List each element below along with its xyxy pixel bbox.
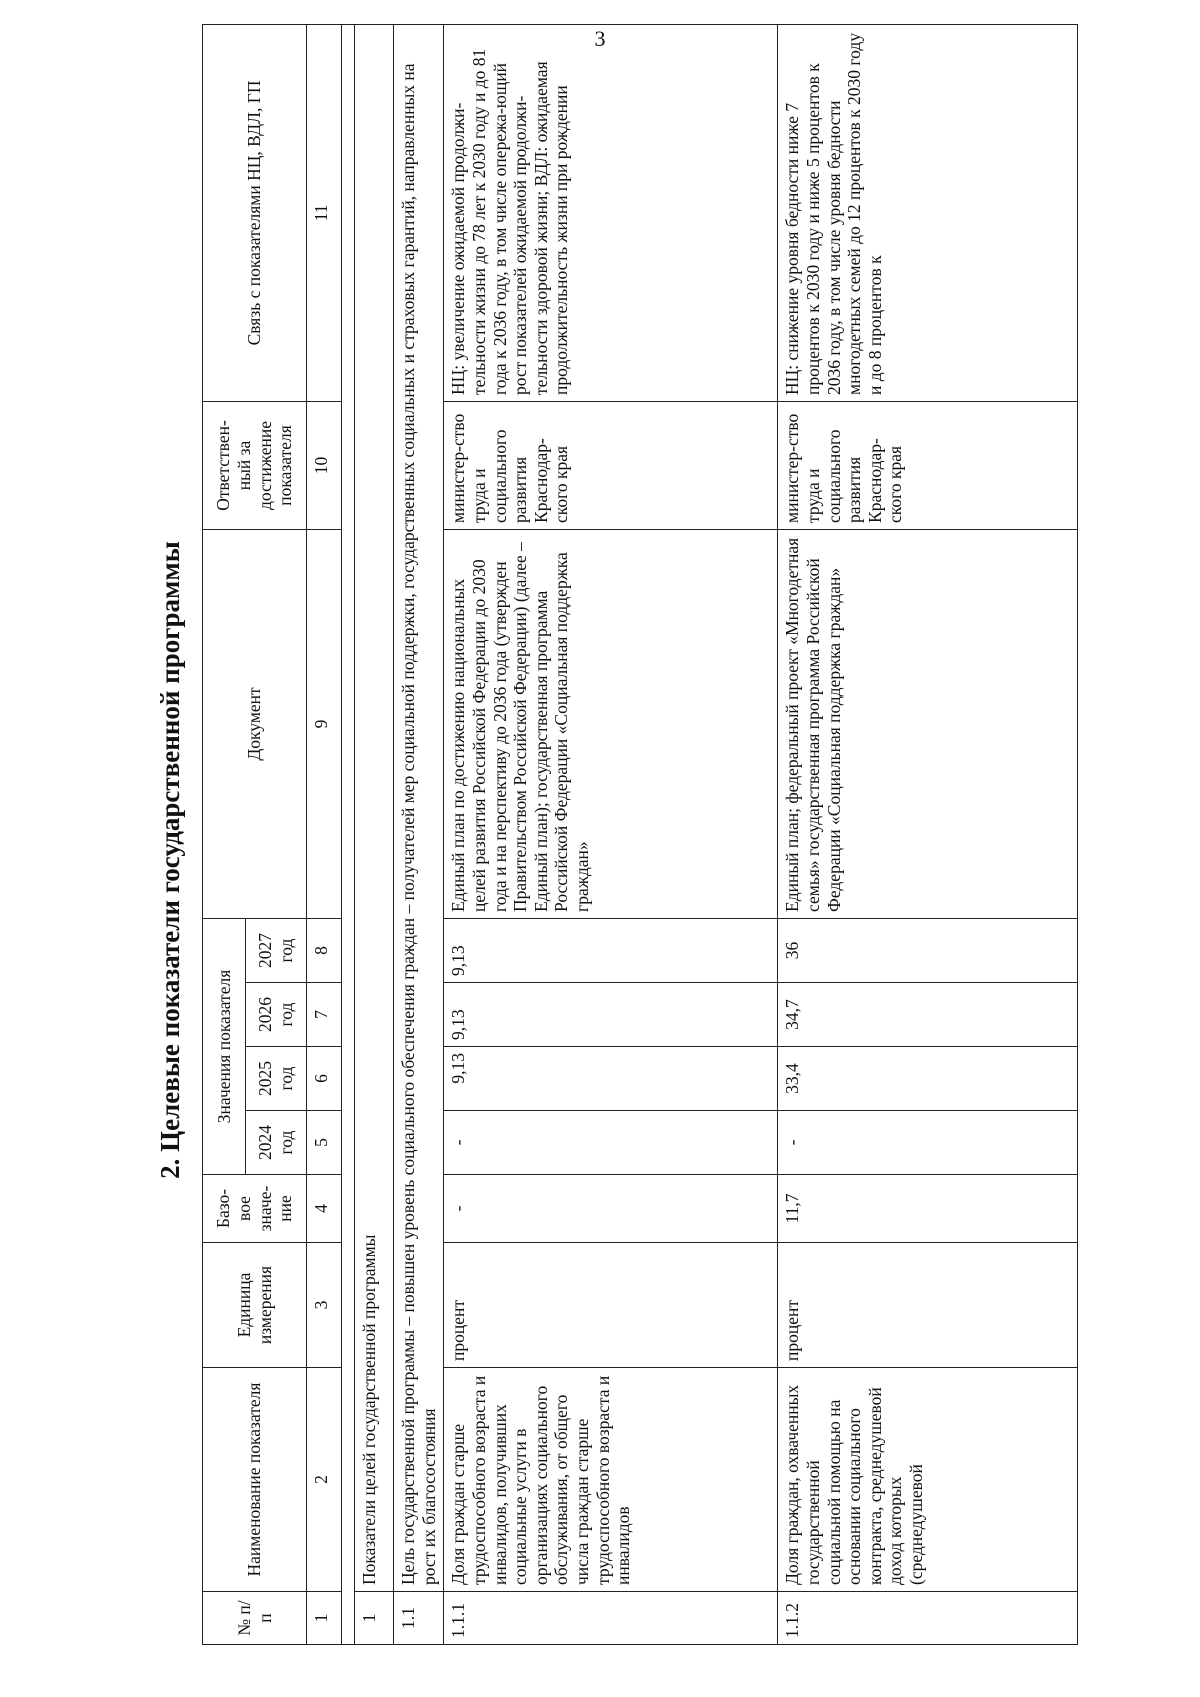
row-base-value: 11,7	[778, 1175, 1078, 1243]
header-link: Связь с показателями НЦ, ВДЛ, ГП	[203, 24, 307, 401]
rotated-content	[150, 32, 1200, 1645]
header-document: Документ	[203, 529, 307, 918]
row-document: Единый план; федеральный проект «Многодетная семья» государственная программа Российской Федерации «Социальная поддержка граждан»	[778, 529, 1078, 918]
header-responsible: Ответствен-ный за достижение показателя	[203, 401, 307, 529]
row-indicator-name: Доля граждан, охваченных государственной социальной помощью на основании социального контракта, среднедушевой доход которых (среднедушевой	[778, 1368, 1078, 1592]
column-number: 1	[307, 1592, 342, 1645]
column-number: 2	[307, 1368, 342, 1592]
header-row-1	[203, 24, 246, 1644]
row-document: Единый план по достижению национальных целей развития Российской Федерации до 2030 года и на перспективу до 2036 года (утвержден Правительством Российской Федерации) (далее – Единый план); государственная программа Российской Федерации «Социальная поддержка граждан»	[444, 529, 778, 918]
header-year-2024: 2024 год	[246, 1111, 307, 1175]
row-value-2027: 36	[778, 918, 1078, 982]
header-base: Базо-вое значе-ние	[203, 1175, 307, 1243]
header-num: № п/п	[203, 1592, 307, 1645]
column-number: 4	[307, 1175, 342, 1243]
row-value-2026: 34,7	[778, 983, 1078, 1047]
column-number: 3	[307, 1243, 342, 1368]
document-title: 2. Целевые показатели государственной программы	[155, 541, 185, 1179]
row-value-2024: -	[444, 1111, 778, 1175]
goal-num: 1.1	[394, 1592, 444, 1645]
section-num: 1	[355, 1592, 394, 1645]
row-value-2024: -	[778, 1111, 1078, 1175]
page-number: 3	[594, 26, 606, 51]
row-indicator-name: Доля граждан старше трудоспособного возраста и инвалидов, получивших социальные услуги в организациях социального обслуживания, от общего числа граждан старше трудоспособного возраста и инвалидов	[444, 1368, 778, 1592]
table-row	[778, 24, 1078, 1644]
row-responsible: министер-ство труда и социального развития Краснодар-ского края	[444, 401, 778, 529]
row-value-2027: 9,13	[444, 918, 778, 982]
column-numbers-row	[307, 24, 342, 1644]
column-number: 10	[307, 401, 342, 529]
section-row	[355, 24, 394, 1644]
row-num: 1.1.2	[778, 1592, 1078, 1645]
column-number: 8	[307, 918, 342, 982]
column-number: 6	[307, 1047, 342, 1111]
column-number: 11	[307, 24, 342, 401]
goal-text: Цель государственной программы – повышен уровень социального обеспечения граждан – получателей мер социальной поддержки, государственных социальных и страховых гарантий, направленных на рост их благосостояния	[394, 24, 444, 1591]
header-year-2026: 2026 год	[246, 983, 307, 1047]
row-unit: процент	[778, 1243, 1078, 1368]
row-value-2025: 9,13	[444, 1047, 778, 1111]
section-text: Показатели целей государственной программы	[355, 24, 394, 1591]
column-number: 9	[307, 529, 342, 918]
row-num: 1.1.1	[444, 1592, 778, 1645]
row-value-2026: 9,13	[444, 983, 778, 1047]
header-name: Наименование показателя	[203, 1368, 307, 1592]
table-row	[444, 24, 778, 1644]
header-year-2025: 2025 год	[246, 1047, 307, 1111]
column-number: 5	[307, 1111, 342, 1175]
header-unit: Единица измерения	[203, 1243, 307, 1368]
header-values-group: Значения показателя	[203, 918, 246, 1174]
row-base-value: -	[444, 1175, 778, 1243]
column-number: 7	[307, 983, 342, 1047]
goal-row	[394, 24, 444, 1644]
row-unit: процент	[444, 1243, 778, 1368]
spacer-cell	[342, 24, 355, 1644]
indicators-table	[202, 24, 1078, 1645]
spacer-row	[342, 24, 355, 1644]
row-value-2025: 33,4	[778, 1047, 1078, 1111]
row-responsible: министер-ство труда и социального развития Краснодар-ского края	[778, 401, 1078, 529]
header-year-2027: 2027 год	[246, 918, 307, 982]
row-link: НЦ: увеличение ожидаемой продолжи-тельности жизни до 78 лет к 2030 году и до 81 года к 2036 году, в том числе опережа-ющий рост показателей ожидаемой продолжи-тельности здоровой жизни; ВДЛ: ожидаемая продолжительность жизни при рождении	[444, 24, 778, 401]
row-link: НЦ: снижение уровня бедности ниже 7 процентов к 2030 году и ниже 5 процентов к 2036 году, в том числе уровня бедности многодетных семей до 12 процентов к 2030 году и до 8 процентов к	[778, 24, 1078, 401]
